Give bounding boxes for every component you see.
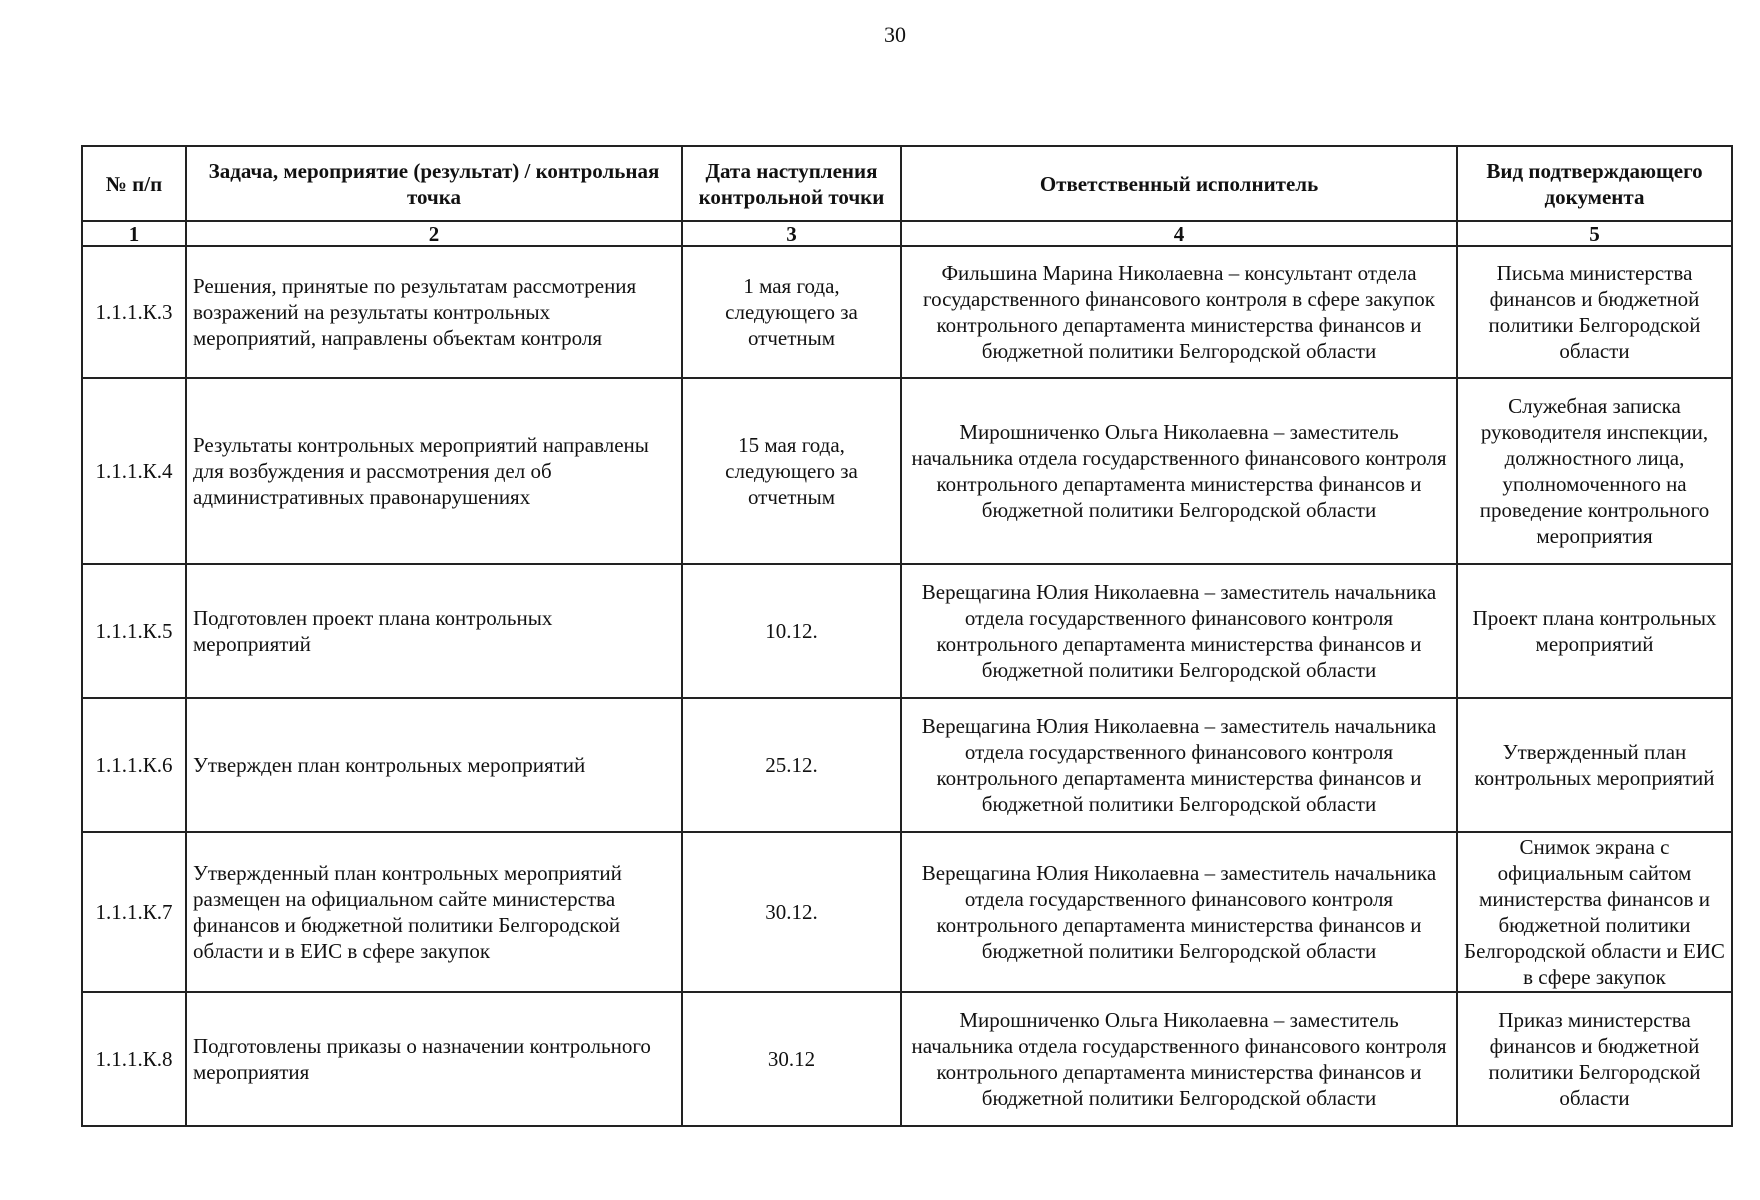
row-date: 10.12. xyxy=(682,564,901,698)
row-number: 1.1.1.К.7 xyxy=(82,832,186,992)
row-number: 1.1.1.К.5 xyxy=(82,564,186,698)
column-number: 5 xyxy=(1457,221,1732,246)
row-executor: Верещагина Юлия Николаевна – заместитель начальника отдела государственного финансового контроля контрольного департамента министерства финансов и бюджетной политики Белгородской области xyxy=(901,698,1457,832)
row-document: Утвержденный план контрольных мероприятий xyxy=(1457,698,1732,832)
column-number: 1 xyxy=(82,221,186,246)
row-task: Подготовлен проект плана контрольных мероприятий xyxy=(186,564,682,698)
table-row xyxy=(82,992,1732,1126)
header-document: Вид подтверждающего документа xyxy=(1457,146,1732,221)
table-row xyxy=(82,698,1732,832)
row-date: 30.12 xyxy=(682,992,901,1126)
row-executor: Фильшина Марина Николаевна – консультант отдела государственного финансового контроля в сфере закупок контрольного департамента министерства финансов и бюджетной политики Белгородской области xyxy=(901,246,1457,378)
table-row xyxy=(82,378,1732,564)
column-number-row xyxy=(82,221,1732,246)
column-number: 3 xyxy=(682,221,901,246)
column-number: 4 xyxy=(901,221,1457,246)
row-executor: Мирошниченко Ольга Николаевна – заместитель начальника отдела государственного финансового контроля контрольного департамента министерства финансов и бюджетной политики Белгородской области xyxy=(901,378,1457,564)
row-document: Приказ министерства финансов и бюджетной политики Белгородской области xyxy=(1457,992,1732,1126)
row-executor: Верещагина Юлия Николаевна – заместитель начальника отдела государственного финансового контроля контрольного департамента министерства финансов и бюджетной политики Белгородской области xyxy=(901,832,1457,992)
row-document: Снимок экрана с официальным сайтом министерства финансов и бюджетной политики Белгородской области и ЕИС в сфере закупок xyxy=(1457,832,1732,992)
control-points-table xyxy=(81,145,1733,1127)
row-document: Проект плана контрольных мероприятий xyxy=(1457,564,1732,698)
header-date: Дата наступления контрольной точки xyxy=(682,146,901,221)
header-num: № п/п xyxy=(82,146,186,221)
row-number: 1.1.1.К.6 xyxy=(82,698,186,832)
row-task: Подготовлены приказы о назначении контрольного мероприятия xyxy=(186,992,682,1126)
row-date: 30.12. xyxy=(682,832,901,992)
column-number: 2 xyxy=(186,221,682,246)
row-task: Решения, принятые по результатам рассмотрения возражений на результаты контрольных мероприятий, направлены объектам контроля xyxy=(186,246,682,378)
header-task: Задача, мероприятие (результат) / контрольная точка xyxy=(186,146,682,221)
row-task: Утвержден план контрольных мероприятий xyxy=(186,698,682,832)
row-date: 1 мая года, следующего за отчетным xyxy=(682,246,901,378)
row-task: Утвержденный план контрольных мероприятий размещен на официальном сайте министерства финансов и бюджетной политики Белгородской области и в ЕИС в сфере закупок xyxy=(186,832,682,992)
table-row xyxy=(82,832,1732,992)
table-row xyxy=(82,246,1732,378)
row-number: 1.1.1.К.8 xyxy=(82,992,186,1126)
row-number: 1.1.1.К.3 xyxy=(82,246,186,378)
row-executor: Мирошниченко Ольга Николаевна – заместитель начальника отдела государственного финансового контроля контрольного департамента министерства финансов и бюджетной политики Белгородской области xyxy=(901,992,1457,1126)
table-header-row xyxy=(82,146,1732,221)
row-document: Письма министерства финансов и бюджетной политики Белгородской области xyxy=(1457,246,1732,378)
row-number: 1.1.1.К.4 xyxy=(82,378,186,564)
row-date: 15 мая года, следующего за отчетным xyxy=(682,378,901,564)
page-number: 30 xyxy=(884,22,906,47)
header-executor: Ответственный исполнитель xyxy=(901,146,1457,221)
table-row xyxy=(82,564,1732,698)
row-date: 25.12. xyxy=(682,698,901,832)
row-task: Результаты контрольных мероприятий направлены для возбуждения и рассмотрения дел об административных правонарушениях xyxy=(186,378,682,564)
row-document: Служебная записка руководителя инспекции, должностного лица, уполномоченного на проведение контрольного мероприятия xyxy=(1457,378,1732,564)
row-executor: Верещагина Юлия Николаевна – заместитель начальника отдела государственного финансового контроля контрольного департамента министерства финансов и бюджетной политики Белгородской области xyxy=(901,564,1457,698)
